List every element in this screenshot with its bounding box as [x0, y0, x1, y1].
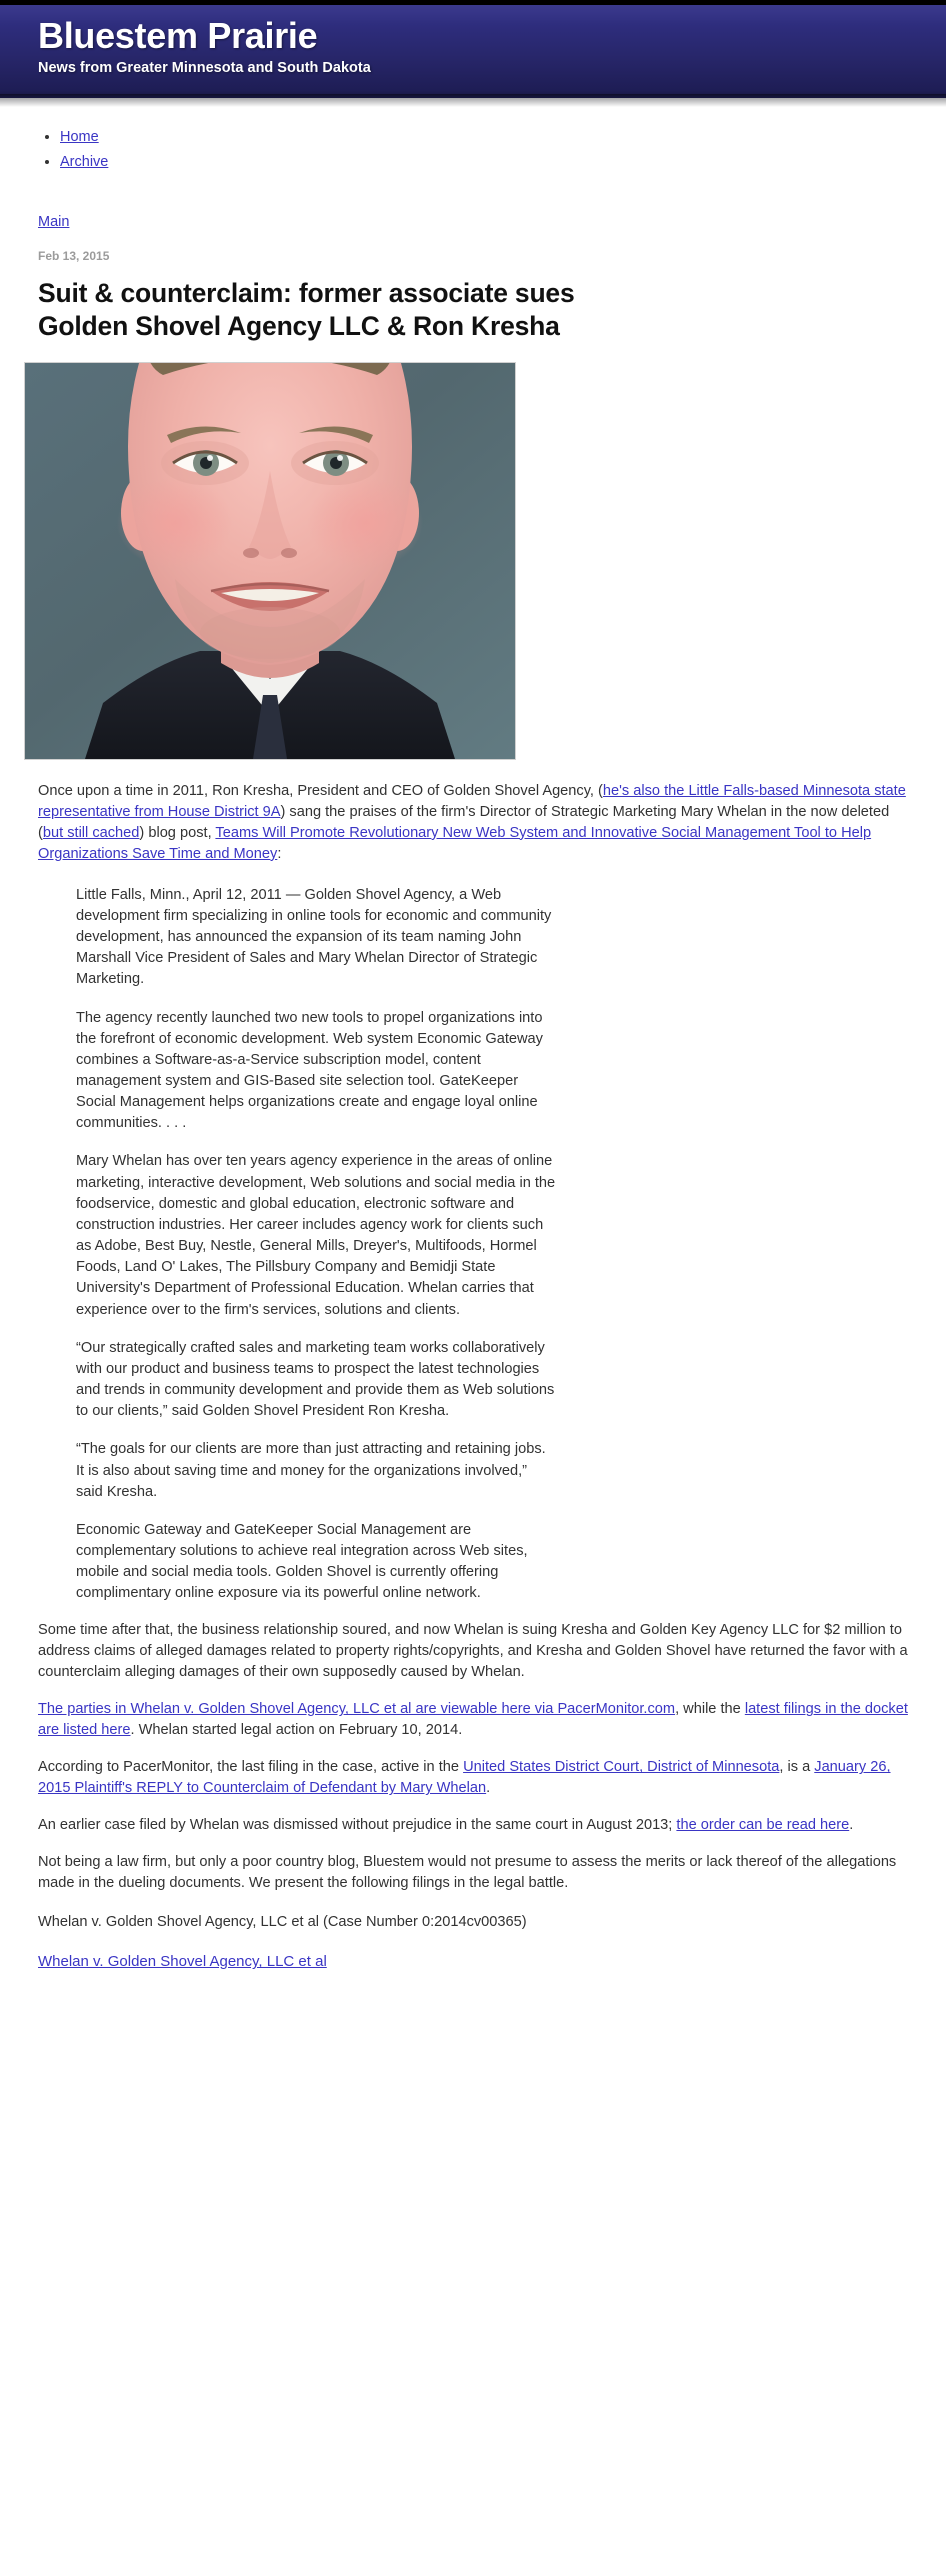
intro-text-3: ) blog post, — [139, 824, 216, 841]
according-text-2: , is a — [779, 1759, 815, 1776]
post-date: Feb 13, 2015 — [38, 249, 110, 263]
portrait-photo — [25, 363, 515, 759]
link-plaintiff-reply-counterclaim[interactable]: January 26, 2015 Plaintiff's REPLY to Counterclaim of Defendant by Mary Whelan — [38, 1759, 891, 1797]
case-document-link-wrap — [38, 1953, 910, 1970]
disclaimer-paragraph: Not being a law firm, but only a poor country blog, Bluestem would not presume to assess the merits or lack thereof of the allegations made in the dueling documents. We present the following filings in the legal battle. — [38, 1854, 897, 1892]
press-release-paragraph: Little Falls, Minn., April 12, 2011 — Golden Shovel Agency, a Web development firm specializing in online tools for economic and community development, has announced the expansion of its team naming John Marshall Vice President of Sales and Mary Whelan Director of Strategic Marketing. — [76, 886, 552, 988]
site-tagline: News from Greater Minnesota and South Dakota — [38, 59, 371, 76]
intro-paragraph — [38, 781, 910, 865]
article-photo-figure — [25, 363, 515, 759]
link-whelan-v-golden-shovel[interactable]: Whelan v. Golden Shovel Agency, LLC et al — [38, 1953, 327, 1971]
press-release-paragraph: Mary Whelan has over ten years agency experience in the areas of online marketing, interactive development, Web solutions and social media in the foodservice, domestic and global education, electronic software and construction industries. Her career includes agency work for clients such as Adobe, Best Buy, Nestle, General Mills, Dreyer's, Multifoods, Hormel Foods, Land O' Lakes, The Pillsbury Company and Bemidji State University's Department of Professional Education. Whelan carries that experience over to the firm's services, solutions and clients. — [76, 1153, 556, 1318]
link-but-still-cached[interactable]: but still cached — [42, 824, 140, 841]
link-district-court-minnesota[interactable]: United States District Court, District of Minnesota — [463, 1759, 780, 1776]
nav-item-home — [60, 125, 946, 149]
nav-link-archive[interactable]: Archive — [60, 154, 109, 170]
main-content — [0, 213, 946, 2090]
press-release-paragraph: Economic Gateway and GateKeeper Social Management are complementary solutions to achieve real integration across Web sites, mobile and social media tools. Golden Shovel is currently offering complimentary online exposure via its powerful online network. — [76, 1521, 528, 1602]
article-header-block — [0, 213, 946, 344]
pacer-text-tail: . Whelan started legal action on February 10, 2014. — [130, 1722, 463, 1739]
link-house-district-9a[interactable]: he's also the Little Falls-based Minnesota state representative from House District 9A — [38, 782, 906, 820]
link-blog-post-title[interactable]: Teams Will Promote Revolutionary New Web System and Innovative Social Management Tool to Help Organizations Save Time and Money — [38, 824, 872, 862]
press-release-paragraph: “Our strategically crafted sales and marketing team works collaboratively with our product and business teams to prospect the latest technologies and trends in community development and provide them as Web solutions to our clients,” said Golden Shovel President Ron Kresha. — [76, 1339, 555, 1420]
breadcrumb-link-main[interactable]: Main — [38, 214, 70, 230]
breadcrumb — [38, 213, 910, 231]
page-bottom-spacer — [38, 1970, 910, 2090]
according-text-3: . — [486, 1780, 491, 1797]
site-title: Bluestem Prairie — [38, 15, 318, 56]
relationship-soured-paragraph: Some time after that, the business relationship soured, and now Whelan is suing Kresha and Golden Key Agency LLC for $2 million to address claims of alleged damages related to property rights/copyrights, and Kresha and Golden Shovel have returned the favor with a counterclaim alleging damages of their own supposedly caused by Whelan. — [38, 1622, 908, 1681]
page-title: Suit & counterclaim: former associate sues Golden Shovel Agency LLC & Ron Kresha — [38, 278, 575, 342]
press-release-paragraph: The agency recently launched two new tools to propel organizations into the forefront of economic development. Web system Economic Gateway combines a Software-as-a-Service subscription model, content management system and GIS-Based site selection tool. GateKeeper Social Management helps organizations create and engage loyal online communities. . . . — [76, 1009, 543, 1132]
press-release-quote — [38, 885, 910, 1605]
nav-link-home[interactable]: Home — [60, 129, 99, 145]
top-navigation-list — [0, 125, 946, 174]
press-release-paragraph: “The goals for our clients are more than just attracting and retaining jobs. It is also about saving time and money for the organizations involved,” said Kresha. — [76, 1441, 546, 1500]
pacer-text-mid: , while the — [675, 1701, 745, 1718]
pacer-paragraph — [38, 1699, 910, 1741]
portrait-photo-svg — [25, 363, 515, 759]
according-to-pacermonitor-paragraph — [38, 1757, 910, 1799]
intro-text-1: Once upon a time in 2011, Ron Kresha, President and CEO of Golden Shovel Agency, ( — [38, 782, 603, 799]
link-pacermonitor-parties[interactable]: The parties in Whelan v. Golden Shovel Agency, LLC et al are viewable here via PacerMonitor.com — [38, 1701, 676, 1718]
intro-text-2: ) sang the praises of the firm's Director of Strategic Marketing Mary Whelan in the now deleted ( — [38, 803, 890, 841]
earlier-case-paragraph — [38, 1815, 910, 1836]
nav-item-archive — [60, 150, 946, 174]
earlier-text-1: An earlier case filed by Whelan was dismissed without prejudice in the same court in August 2013; — [38, 1817, 677, 1834]
according-text-1: According to PacerMonitor, the last filing in the case, active in the — [38, 1759, 464, 1776]
banner-drop-shadow — [0, 98, 946, 107]
link-latest-filings-docket[interactable]: latest filings in the docket are listed here — [38, 1701, 908, 1739]
link-order-can-be-read-here[interactable]: the order can be read here — [676, 1817, 850, 1834]
top-navigation — [0, 107, 946, 174]
case-number-line: Whelan v. Golden Shovel Agency, LLC et al (Case Number 0:2014cv00365) — [38, 1914, 527, 1931]
earlier-text-2: . — [849, 1817, 854, 1834]
article-body — [0, 781, 946, 2091]
intro-text-4: : — [277, 845, 282, 862]
site-banner — [0, 5, 946, 98]
